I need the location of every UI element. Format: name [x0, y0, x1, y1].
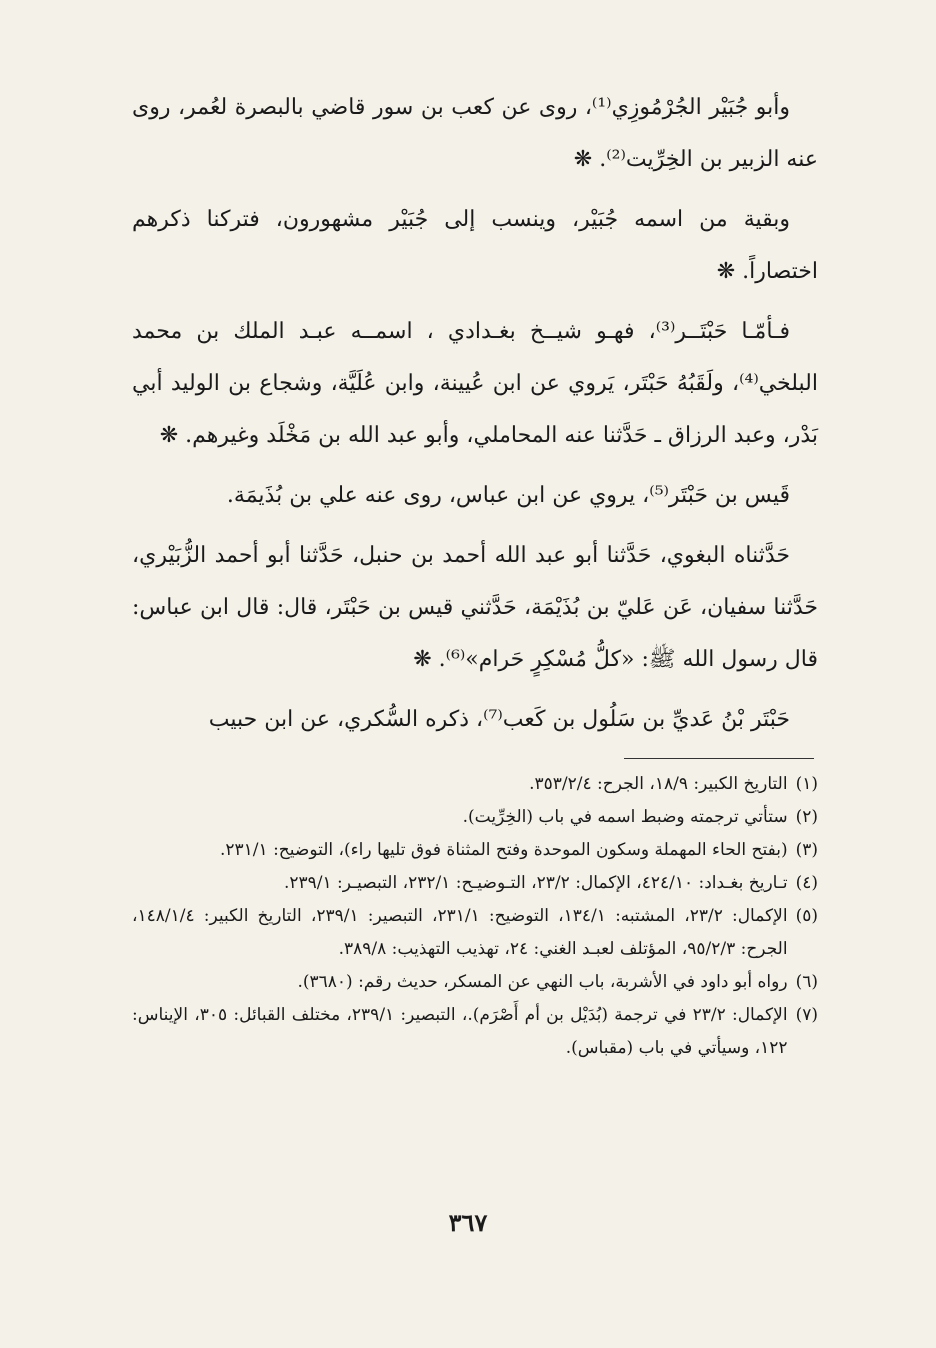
footnote-number: (١) [795, 774, 818, 794]
footnote [132, 801, 818, 834]
page-number: ٣٦٧ [448, 1208, 488, 1237]
footnote [132, 966, 818, 999]
footnote-number: (٥) [795, 906, 818, 926]
footnote-number: (٦) [795, 972, 818, 992]
footnote-number: (٢) [795, 807, 818, 827]
main-text [132, 82, 818, 746]
footnote-text: ستأتي ترجمته وضبط اسمه في باب (الخِرِّيت). [462, 807, 788, 827]
footnote-number: (٤) [795, 873, 818, 893]
footnote [132, 999, 818, 1065]
footnotes [132, 768, 818, 1065]
paragraph-jubayr-others: وبقية من اسمه جُبَيْر، وينسب إلى جُبَيْر مشهورون، فتركنا ذكرهم اختصاراً. ❋ [132, 207, 818, 284]
footnote [132, 900, 818, 966]
footnote-text: تـاريخ بغـداد: ٤٢٤/١٠، الإكمال: ٢٣/٢، التـوضيـح: ٢٣٢/١، التبصيـر: ٢٣٩/١. [283, 873, 788, 893]
footnote-text: الإكمال: ٢٣/٢، المشتبه: ١٣٤/١، التوضيح: ٢٣١/١، التبصير: ٢٣٩/١، التاريخ الكبير: ١٤٨/١/٤، الجرح: ٩٥/٢/٣، المؤتلف لعبـد الغني: ٢٤، تهذيب التهذيب: ٣٨٩/٨. [132, 906, 788, 959]
paragraph-habtar-bin-adi: حَبْتَر بْنُ عَديِّ بن سَلُول بن كَعب⁽⁷⁾، ذكره السُّكري، عن ابن حبيب [208, 707, 790, 732]
footnote-number: (٧) [795, 1005, 818, 1025]
footnote-number: (٣) [795, 840, 818, 860]
paragraph-qays-bin-habtar: قَيس بن حَبْتَر⁽⁵⁾، يروي عن ابن عباس، روى عنه علي بن بُذَيمَة. [226, 483, 790, 508]
footnote-text: (بفتح الحاء المهملة وسكون الموحدة وفتح المثناة فوق تليها راء)، التوضيح: ٢٣١/١. [220, 840, 788, 860]
paragraph-jubayr-jurmuzi: وأبو جُبَيْر الجُرْمُوزِي⁽¹⁾، روى عن كعب بن سور قاضي بالبصرة لعُمر، روى عنه الزبير بن الخِرِّيت⁽²⁾. ❋ [132, 95, 818, 172]
footnote [132, 867, 818, 900]
footnote-separator [624, 758, 814, 759]
footnote [132, 768, 818, 801]
footnote-text: رواه أبو داود في الأشربة، باب النهي عن المسكر، حديث رقم: (٣٦٨٠). [297, 972, 788, 992]
footnote [132, 834, 818, 867]
paragraph-habtar: فـأمّـا حَبْتَــر⁽³⁾، فهـو شيــخ بغـدادي ، اسمــه عبـد الملك بن محمد البلخي⁽⁴⁾، ولَقَبُهُ حَبْتَر، يَروي عن ابن عُيينة، وابن عُلَيَّة، وشجاع بن الوليد أبي بَدْر، وعبد الرزاق ـ حَدَّثنا عنه المحاملي، وأبو عبد الله بن مَخْلَد وغيرهم. ❋ [132, 319, 818, 448]
paragraph-hadith-chain: حَدَّثناه البغوي، حَدَّثنا أبو عبد الله أحمد بن حنبل، حَدَّثنا أبو أحمد الزُّبَيْري، حَدَّثنا سفيان، عَن عَليّ بن بُذَيْمَة، حَدَّثني قيس بن حَبْتَر، قال: قال ابن عباس: قال رسول الله ﷺ: «كلُّ مُسْكِرٍ حَرام»⁽⁶⁾. ❋ [132, 543, 818, 672]
footnote-text: الإكمال: ٢٣/٢ في ترجمة (بُدَيْل بن أم أَصْرَم).، التبصير: ٢٣٩/١، مختلف القبائل: ٣٠٥، الإيناس: ١٢٢، وسيأتي في باب (مقباس). [132, 1005, 788, 1058]
footnote-text: التاريخ الكبير: ١٨/٩، الجرح: ٣٥٣/٢/٤. [529, 774, 788, 794]
